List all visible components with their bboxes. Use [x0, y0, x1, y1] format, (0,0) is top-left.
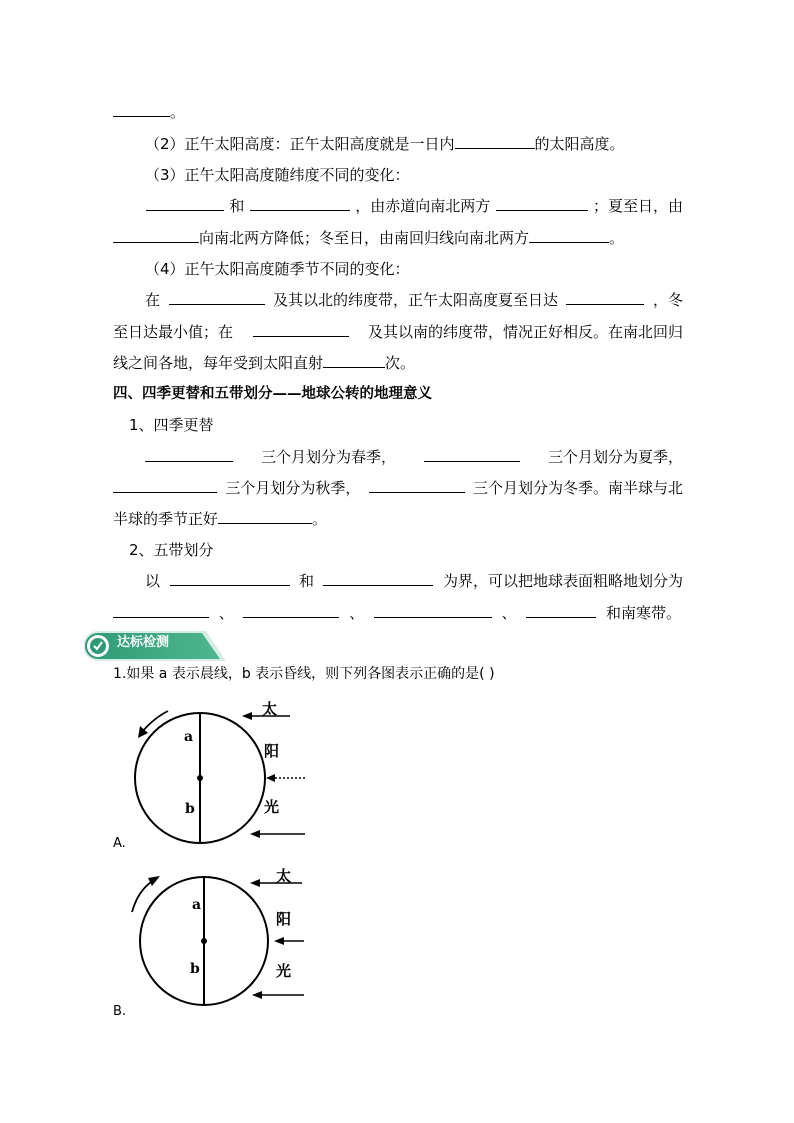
sunlight-arrow-icon [266, 774, 305, 782]
blank[interactable] [113, 478, 217, 493]
blank[interactable] [526, 603, 596, 618]
pole-dot [201, 938, 207, 944]
sun-label-3: 光 [276, 962, 292, 980]
question-1: 1.如果 a 表示晨线，b 表示昏线，则下列各图表示正确的是( ) [113, 666, 495, 682]
label-a: a [184, 729, 194, 745]
subheading-seasons: 1、四季更替 [129, 416, 214, 434]
subheading-five-zones: 2、五带划分 [129, 541, 214, 559]
blank[interactable] [169, 290, 265, 305]
blank[interactable] [424, 447, 520, 462]
option-b-label: B. [113, 1004, 127, 1019]
pole-dot [197, 775, 203, 781]
section-heading-4: 四、四季更替和五带划分——地球公转的地理意义 [113, 386, 432, 402]
sunlight-arrow-icon [252, 991, 304, 999]
figure-a [130, 696, 310, 846]
blank[interactable] [374, 603, 492, 618]
figure-b [124, 864, 310, 1010]
line-2: （2）正午太阳高度：正午太阳高度就是一日内 的太阳高度。 [145, 135, 625, 153]
line-9: 线之间各地，每年受到太阳直射 次。 [113, 354, 416, 372]
line-12: 半球的季节正好 。 [113, 510, 328, 528]
sun-label-1: 太 [276, 867, 292, 885]
line-11: 三个月划分为秋季， 三个月划分为冬季。南半球与北 [113, 478, 683, 498]
label-b: b [190, 961, 200, 977]
badge-title: 达标检测 [117, 635, 170, 650]
blank[interactable] [496, 196, 588, 211]
blank[interactable] [253, 322, 349, 337]
line-5: 向南北两方降低；冬至日，由南回归线向南北两方 。 [113, 228, 683, 248]
blank[interactable] [250, 196, 350, 211]
line-6: （4）正午太阳高度随季节不同的变化： [145, 260, 410, 278]
blank[interactable] [455, 134, 535, 149]
line-3: （3）正午太阳高度随纬度不同的变化： [145, 166, 410, 184]
line-13: 以 和 为界，可以把地球表面粗略地划分为 [145, 572, 683, 590]
rotation-arrow-icon [132, 876, 160, 912]
sunlight-arrow-icon [250, 830, 305, 838]
blank[interactable] [146, 196, 224, 211]
sun-label-3: 光 [264, 798, 280, 816]
blank[interactable] [113, 228, 199, 243]
blank[interactable] [243, 603, 339, 618]
sun-label-2: 阳 [276, 910, 292, 928]
sun-label-2: 阳 [264, 742, 280, 760]
option-a-label: A. [113, 836, 126, 851]
check-shield-icon [87, 635, 109, 657]
blank[interactable] [566, 290, 644, 305]
blank[interactable] [218, 509, 312, 524]
line-7: 在 及其以北的纬度带，正午太阳高度夏至日达 ，冬 [145, 291, 683, 309]
blank[interactable] [529, 228, 609, 243]
line-8: 至日达最小值；在 及其以南的纬度带，情况正好相反。在南北回归 [113, 323, 683, 341]
blank[interactable] [113, 603, 209, 618]
line-1: 。 [113, 102, 683, 122]
blank[interactable] [170, 571, 290, 586]
sunlight-arrow-icon [274, 937, 304, 945]
line-14: 、 、 、 和南寒带。 [113, 603, 681, 623]
blank[interactable] [323, 353, 385, 368]
line-10: 三个月划分为春季， 三个月划分为夏季， [145, 447, 683, 467]
label-a: a [192, 897, 202, 913]
blank[interactable] [145, 447, 233, 462]
blank[interactable] [113, 102, 170, 117]
sun-label-1: 太 [262, 700, 278, 718]
line-4: 和 ，由赤道向南北两方 ；夏至日，由 [113, 196, 683, 216]
blank[interactable] [369, 478, 465, 493]
blank[interactable] [323, 571, 433, 586]
label-b: b [185, 801, 195, 817]
